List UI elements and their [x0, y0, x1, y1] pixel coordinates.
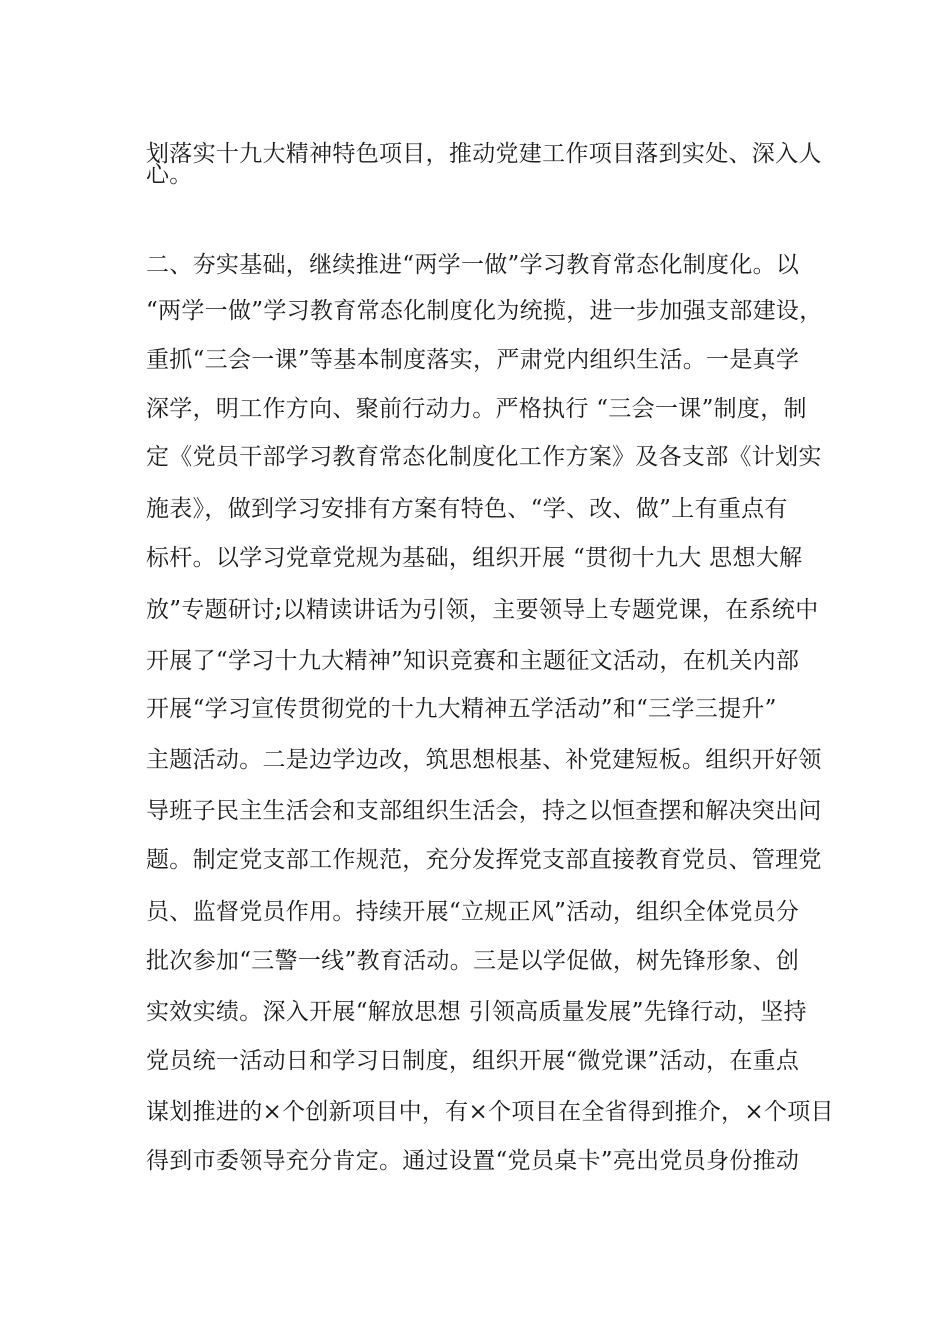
text-line: 开展了“学习十九大精神”知识竞赛和主题征文活动，在机关内部 [146, 648, 800, 674]
text-line: 标杆。以学习党章党规为基础，组织开展 “贯彻十九大 思想大解 [146, 545, 803, 571]
text-line: 实效实绩。深入开展“解放思想 引领高质量发展”先锋行动，坚持 [146, 999, 807, 1025]
text-line: 党员统一活动日和学习日制度，组织开展“微党课”活动，在重点 [146, 1048, 800, 1074]
text-line: 员、监督党员作用。持续开展“立规正风”活动，组织全体党员分 [146, 899, 800, 925]
text-line: 深学，明工作方向、聚前行动力。严格执行 “三会一课”制度，制 [146, 396, 807, 422]
text-line: 划落实十九大精神特色项目，推动党建工作项目落到实处、深入人 [146, 141, 822, 167]
text-line: 心。 [146, 162, 193, 188]
text-line: 批次参加“三警一线”教育活动。三是以学促做，树先锋形象、创 [146, 948, 800, 974]
text-line: 施表》，做到学习安排有方案有特色、“学、改、做”上有重点有 [146, 496, 788, 522]
text-line: 主题活动。二是边学边改，筑思想根基、补党建短板。组织开好领 [146, 747, 822, 773]
text-line: 导班子民主生活会和支部组织生活会，持之以恒查摆和解决突出问 [146, 798, 822, 824]
text-line: 开展“学习宣传贯彻党的十九大精神五学活动”和“三学三提升” [146, 696, 777, 722]
text-line: 放”专题研讨;以精读讲话为引领，主要领导上专题党课，在系统中 [146, 597, 819, 623]
text-line: 重抓“三会一课”等基本制度落实，严肃党内组织生活。一是真学 [146, 347, 800, 373]
text-line: 谋划推进的×个创新项目中，有×个项目在全省得到推介，×个项目 [146, 1099, 834, 1125]
text-line: 定《党员干部学习教育常态化制度化工作方案》及各支部《计划实 [146, 444, 822, 470]
text-line: 题。制定党支部工作规范，充分发挥党支部直接教育党员、管理党 [146, 847, 822, 873]
text-line: 二、夯实基础，继续推进“两学一做”学习教育常态化制度化。以 [146, 252, 800, 278]
text-line: “两学一做”学习教育常态化制度化为统揽，进一步加强支部建设， [146, 298, 823, 324]
text-line: 得到市委领导充分肯定。通过设置“党员桌卡”亮出党员身份推动 [146, 1148, 800, 1174]
